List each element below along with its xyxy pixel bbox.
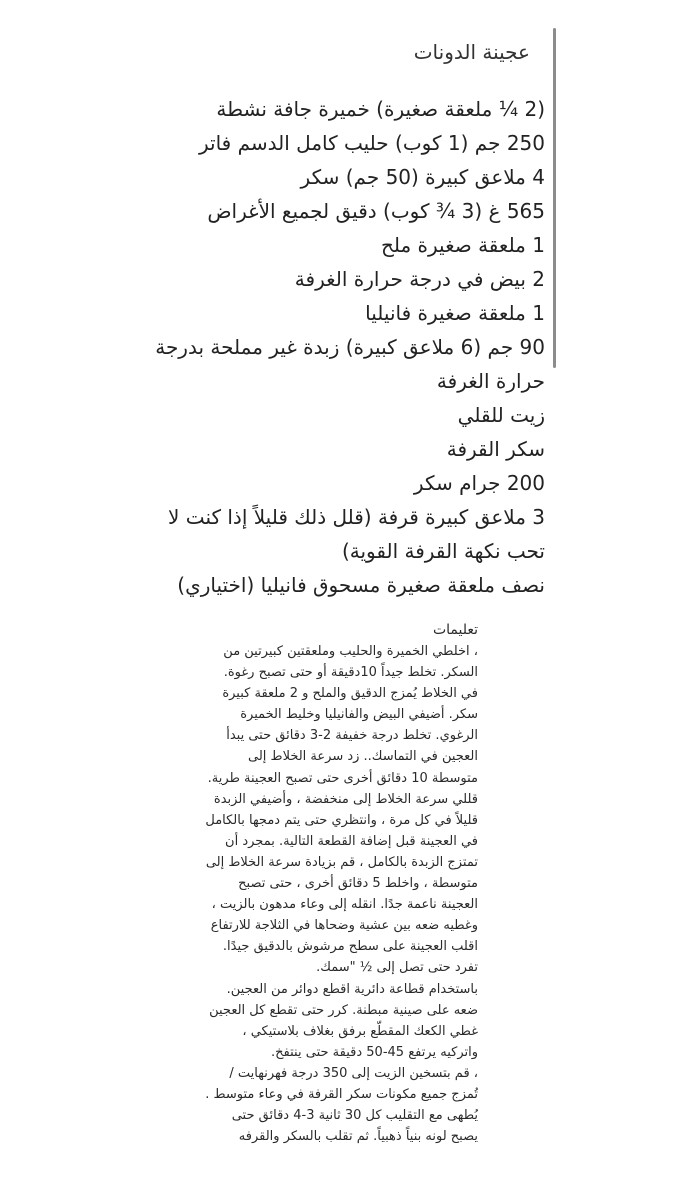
ingredients-list: [135, 92, 545, 602]
ingredient-item: 3 ملاعق كبيرة قرفة (قلل ذلك قليلاً إذا كنت لا تحب نكهة القرفة القوية): [168, 505, 545, 563]
ingredient-item: زيت للقلي: [457, 403, 545, 427]
instruction-step: غطي الكعك المقطّع برفق بغلاف بلاستيكي ، واتركيه يرتفع 45-50 دقيقة حتى ينتفخ.: [242, 1023, 478, 1060]
ingredient-item: سكر القرفة: [446, 437, 545, 461]
instructions-list: [203, 641, 478, 1147]
ingredient-item: (2 ¼ ملعقة صغيرة) خميرة جافة نشطة: [216, 97, 545, 121]
instruction-step: تُمزج جميع مكونات سكر القرفة في وعاء متوسط .: [205, 1086, 478, 1102]
instructions-title: تعليمات: [432, 622, 478, 638]
instruction-step: في الخلاط يُمزج الدقيق والملح و 2 ملعقة كبيرة سكر. أضيفي البيض والفانيليا وخليط الخميرة الرغوي. تخلط درجة خفيفة 2-3 دقائق حتى يبدأ العجين في التماسك.. زد سرعة الخلاط إلى متوسطة 10 دقائق أخرى حتى تصبح العجينة طرية.: [207, 686, 478, 786]
ingredient-item: نصف ملعقة صغيرة مسحوق فانيليا (اختياري): [177, 573, 545, 597]
ingredient-item: 1 ملعقة صغيرة ملح: [380, 233, 545, 257]
ingredient-item: 90 جم (6 ملاعق كبيرة) زبدة غير مملحة بدرجة حرارة الغرفة: [155, 335, 545, 393]
instruction-step: يُطهى مع التقليب كل 30 ثانية 3-4 دقائق حتى يصبح لونه بنياً ذهبياً. ثم تقلب بالسكر والقرفه: [231, 1108, 478, 1145]
instruction-step: باستخدام قطاعة دائرية اقطع دوائر من العجين. ضعه على صينية مبطنة. كرر حتى تقطع كل العجين: [209, 981, 478, 1018]
ingredient-item: 4 ملاعق كبيرة (50 جم) سكر: [300, 165, 545, 189]
instruction-step: اقلب العجينة على سطح مرشوش بالدقيق جيدًا. تفرد حتى تصل إلى ½ "سمك.: [222, 939, 478, 976]
ingredient-item: 250 جم (1 كوب) حليب كامل الدسم فاتر: [198, 131, 545, 155]
instruction-step: قللي سرعة الخلاط إلى منخفضة ، وأضيفي الزبدة قليلاً في كل مرة ، وانتظري حتى يتم دمجها بالكامل في العجينة قبل إضافة القطعة التالية. بمجرد أن تمتزج الزبدة بالكامل ، قم بزيادة سرعة الخلاط إلى متوسطة ، واخلط 5 دقائق أخرى ، حتى تصبح العجينة ناعمة جدًا. انقله إلى وعاء مدهون بالزيت ، وغطيه ضعه بين عشية وضحاها في الثلاجة للارتفاع: [205, 791, 478, 934]
ingredient-item: 200 جرام سكر: [413, 471, 545, 495]
ingredient-item: 565 غ (3 ¾ كوب) دقيق لجميع الأغراض: [207, 199, 545, 223]
ingredient-item: 1 ملعقة صغيرة فانيليا: [365, 301, 545, 325]
ingredient-item: 2 بيض في درجة حرارة الغرفة: [294, 267, 545, 291]
scrollbar[interactable]: [553, 28, 556, 368]
instruction-step: ، اخلطي الخميرة والحليب وملعقتين كبيرتين من السكر. تخلط جيداً 10دقيقة أو حتى تصبح رغوة.: [223, 644, 478, 681]
recipe-title: عجينة الدونات: [413, 40, 530, 64]
instruction-step: ، قم بتسخين الزيت إلى 350 درجة فهرنهايت /: [229, 1065, 478, 1081]
